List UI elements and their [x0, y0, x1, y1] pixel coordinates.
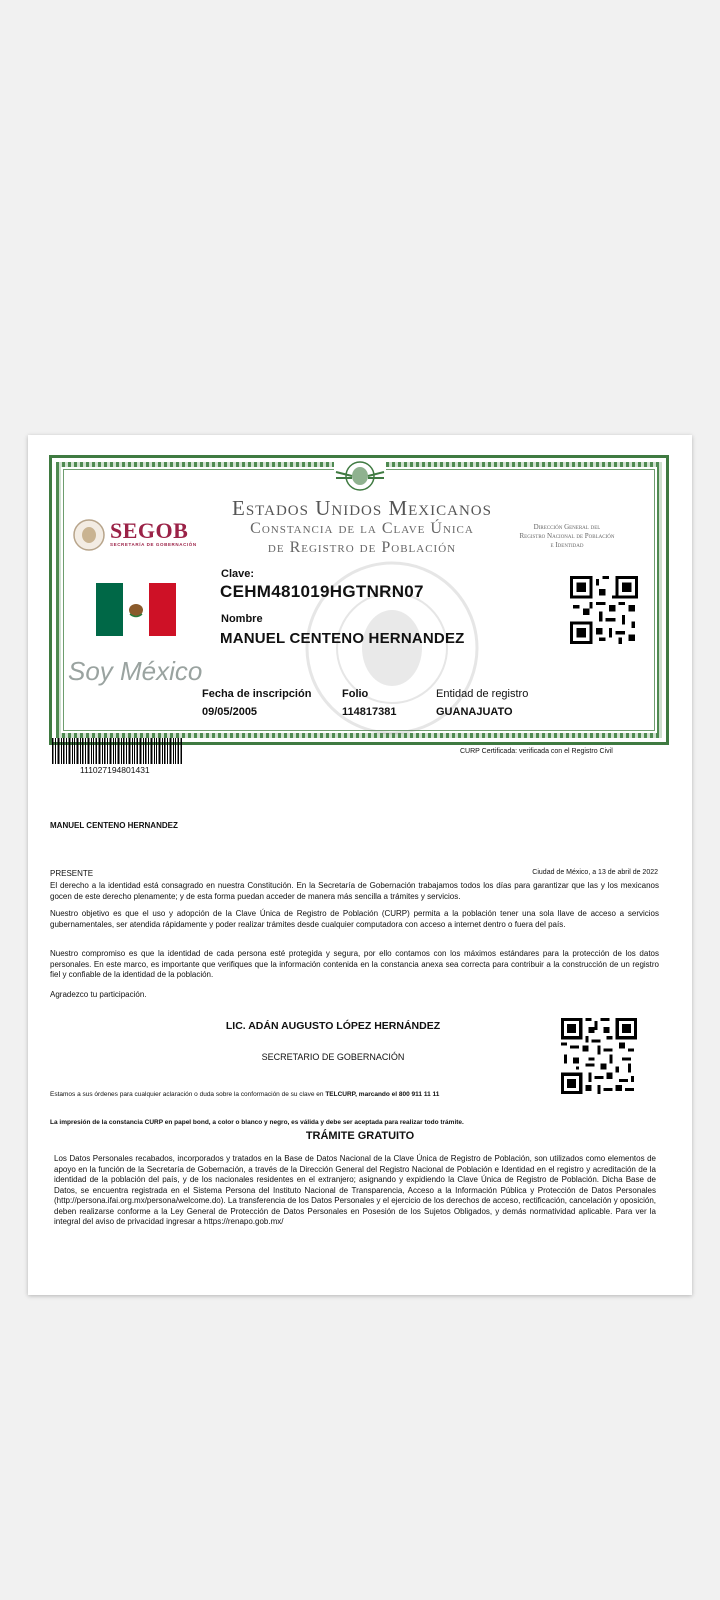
letter-date: Ciudad de México, a 13 de abril de 2022	[532, 869, 658, 876]
direccion-general: Dirección General del Registro Nacional de Población e Identidad	[519, 523, 615, 549]
soy-mexico-slogan: Soy México	[68, 656, 203, 686]
contact-line: Estamos a sus órdenes para cualquier aclaración o duda sobre la conformación de su clave en TELCURP, marcando el 800 911 11 11	[50, 1091, 440, 1098]
letter-paragraph-2: Nuestro objetivo es que el uso y adopción de la Clave Única de Registro de Población (CURP) permita a la población tener una sola llave de acceso a servicios gubernamentales, ser atendida rápidamente y poder realizar trámites desde cualquier computadora con acceso a internet dentro o fuera del país.	[50, 909, 659, 929]
nombre-value: MANUEL CENTENO HERNANDEZ	[220, 630, 465, 647]
signer-name: LIC. ADÁN AUGUSTO LÓPEZ HERNÁNDEZ	[225, 1020, 441, 1032]
fecha-inscripcion-value: 09/05/2005	[202, 706, 258, 718]
privacy-notice: Los Datos Personales recabados, incorporados y tratados en la Base de Datos Nacional de la Clave Única de Registro de Población, son utilizados como elementos de apoyo en la función de la Secretaría de Gobernación, a través de la Dirección General del Registro Nacional de Población e Identidad en el registro y acreditación de la identidad de la población del país, y de los nacionales residentes en el extranjero; asignando y expidiendo la Clave Única de Registro de Población. Dicha Base de Datos, se encuentra registrada en el Sistema Persona del Instituto Nacional de Transparencia, Acceso a la Información Pública y Protección de Datos Personales (http://persona.ifai.org.mx/persona/welcome.do). La transferencia de los Datos Personales y el ejercicio de los derechos de acceso, rectificación, cancelación y oposición, deben realizarse conforme a la Ley General de Protección de Datos Personales en Posesión de los Sujetos Obligados, y demás normatividad aplicable. Para ver la integral del aviso de privacidad ingresar a https://renapo.gob.mx/	[54, 1154, 656, 1226]
folio-value: 114817381	[342, 706, 397, 718]
nombre-label: Nombre	[221, 613, 263, 625]
entidad-label: Entidad de registro	[436, 688, 529, 700]
curp-certificada-note: CURP Certificada: verificada con el Registro Civil	[460, 748, 613, 755]
letter-paragraph-4: Agradezco tu participación.	[50, 990, 147, 999]
telcurp-phone: TELCURP, marcando el 800 911 11 11	[325, 1091, 440, 1098]
barcode-icon	[52, 738, 182, 764]
document-page	[28, 435, 692, 1295]
barcode-number: 111027194801431	[80, 765, 150, 775]
letter-presente: PRESENTE	[50, 869, 94, 878]
tramite-gratuito: TRÁMITE GRATUITO	[305, 1130, 415, 1142]
segob-seal-icon	[72, 518, 106, 552]
fecha-inscripcion-label: Fecha de inscripción	[202, 688, 312, 700]
national-crest-icon	[334, 458, 386, 494]
curp-certificate	[49, 455, 669, 745]
entidad-value: GUANAJUATO	[436, 706, 513, 718]
clave-label: Clave:	[221, 568, 255, 580]
title-constancia: Constancia de la Clave Única	[250, 520, 474, 537]
letter-recipient: MANUEL CENTENO HERNANDEZ	[50, 821, 178, 830]
signer-title: SECRETARIO DE GOBERNACIÓN	[261, 1052, 405, 1062]
letter-paragraph-1: El derecho a la identidad está consagrado en nuestra Constitución. En la Secretaría de Gobernación trabajamos todos los días para garantizar que las y los mexicanos gocen de este derecho plenamente; y de esta forma puedan acceder de manera más sencilla a trámites y servicios.	[50, 881, 659, 901]
signature-qr-code-icon	[561, 1018, 637, 1094]
impresion-notice: La impresión de la constancia CURP en papel bond, a color o blanco y negro, es válida y debe ser aceptada para realizar todo trámite.	[50, 1119, 464, 1126]
title-registro: de Registro de Población	[267, 539, 457, 556]
segob-logo: SEGOB	[110, 518, 189, 543]
clave-value: CEHM481019HGTNRN07	[220, 582, 424, 601]
title-estados-unidos: Estados Unidos Mexicanos	[232, 496, 492, 520]
qr-code-icon	[570, 576, 638, 644]
letter-paragraph-3: Nuestro compromiso es que la identidad de cada persona esté protegida y segura, por ello contamos con los máximos estándares para la protección de los datos personales. En este marco, es importante que verifiques que la información contenida en la constancia anexa sea correcta para contribuir a la construcción de un registro fiel y confiable de la identidad de la población.	[50, 949, 659, 979]
segob-subtitle: SECRETARÍA DE GOBERNACIÓN	[110, 542, 197, 547]
mexican-flag-icon	[96, 583, 176, 636]
folio-label: Folio	[342, 688, 369, 700]
